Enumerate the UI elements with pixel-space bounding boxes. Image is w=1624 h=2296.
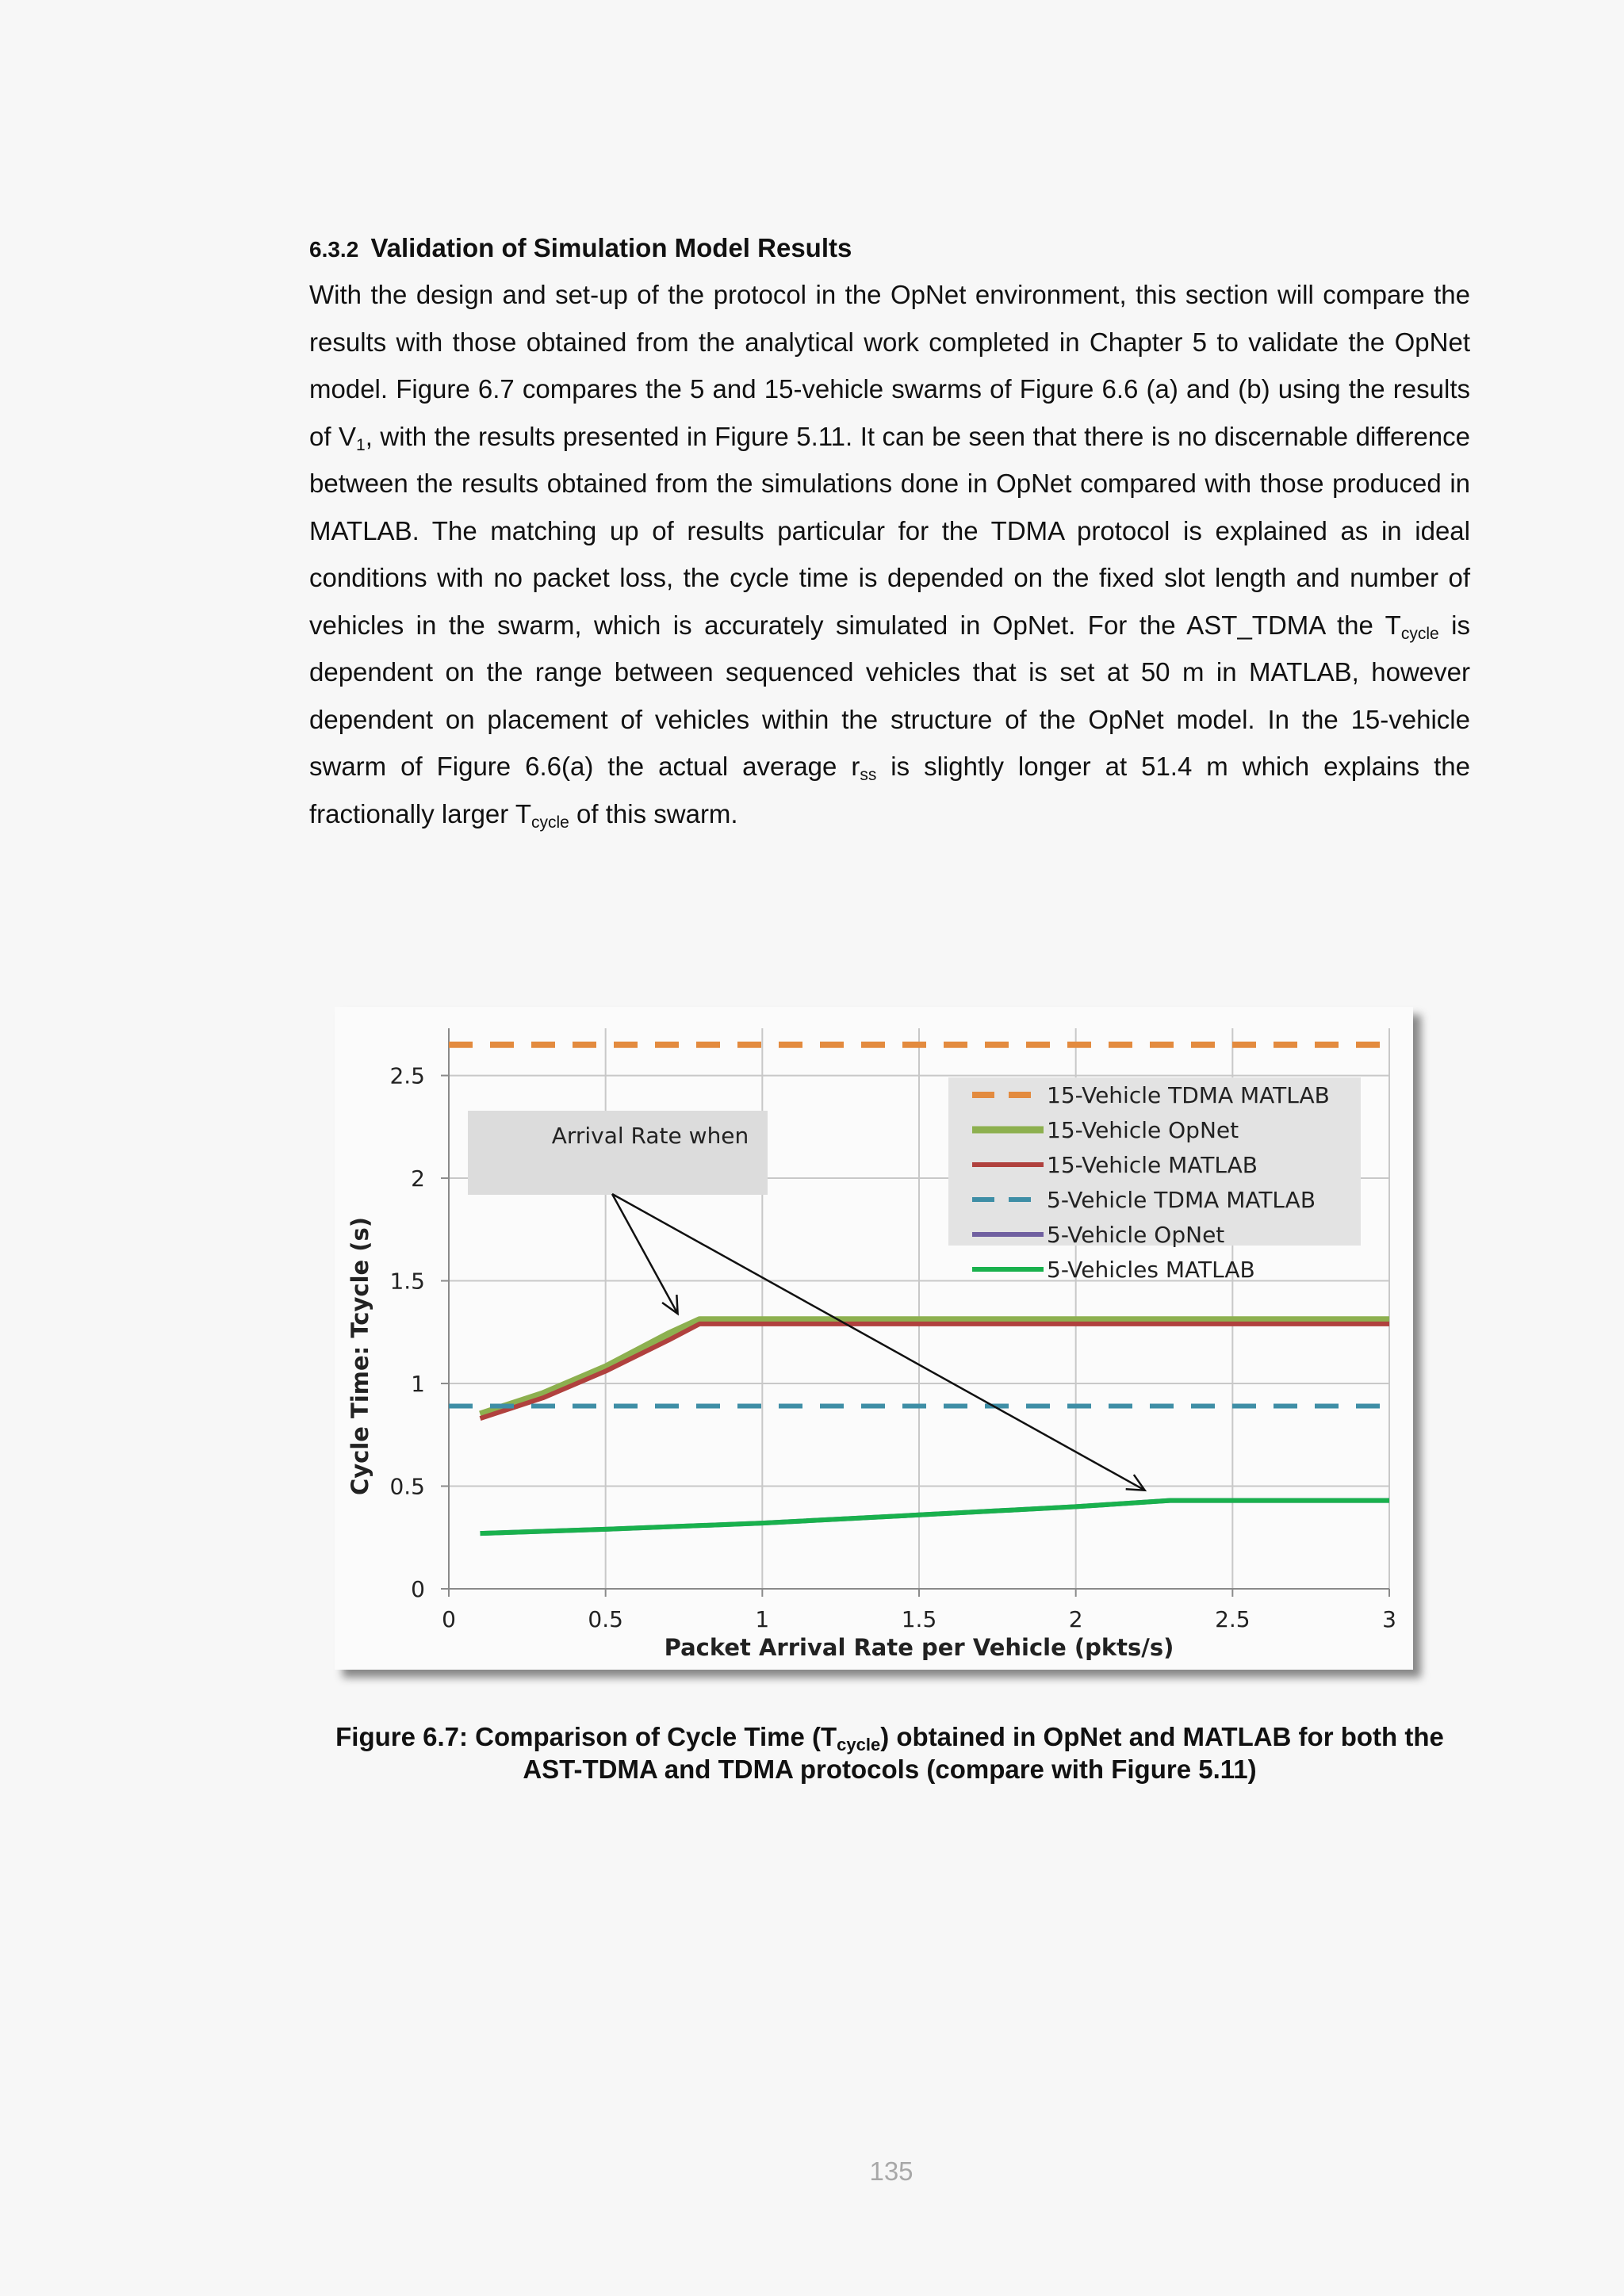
legend-label-1: 15-Vehicle OpNet — [1047, 1117, 1239, 1143]
x-tick-label: 1 — [755, 1606, 770, 1632]
x-tick-label: 3 — [1382, 1606, 1396, 1632]
paragraph-part-5: of this swarm. — [569, 798, 738, 828]
x-tick-label: 1.5 — [901, 1606, 937, 1632]
section-number: 6.3.2 — [309, 237, 359, 262]
page-number: 135 — [869, 2156, 914, 2186]
paragraph-part-4: is slightly longer at 51.4 m which explains the fractionally larger T — [309, 752, 1470, 828]
v-subscript: 1 — [356, 435, 366, 454]
y-tick-label: 1.5 — [389, 1268, 425, 1295]
x-tick-label: 2 — [1068, 1606, 1083, 1632]
paragraph-part-1: With the design and set-up of the protocol in the OpNet environment, this section will compare the results with those obtained from the analytical work completed in Chapter 5 to validate the OpNet model. Figure 6.7 compares the 5 and 15-vehicle swarms of Figure 6.6 (a) and (b) using the results of V — [309, 280, 1470, 451]
legend-label-3: 5-Vehicle TDMA MATLAB — [1047, 1187, 1316, 1213]
caption-subscript: cycle — [837, 1735, 881, 1755]
y-tick-label: 1 — [411, 1371, 425, 1398]
section-title: Validation of Simulation Model Results — [370, 233, 852, 262]
rss-subscript: ss — [860, 766, 877, 784]
section-heading — [309, 230, 1467, 268]
body-paragraph — [309, 271, 1470, 837]
legend-label-0: 15-Vehicle TDMA MATLAB — [1047, 1082, 1330, 1108]
y-tick-label: 2 — [411, 1165, 425, 1192]
x-tick-label: 0 — [442, 1606, 456, 1632]
legend-label-4: 5-Vehicle OpNet — [1047, 1222, 1225, 1248]
y-tick-label: 0 — [411, 1576, 425, 1602]
paragraph-part-2: , with the results presented in Figure 5.11. It can be seen that there is no discernable difference between the results obtained from the simulations done in OpNet compared with those produced in MATLAB. The matching up of results particular for the TDMA protocol is explained as in ideal conditions with no packet loss, the cycle time is depended on the fixed slot length and number of vehicles in the swarm, which is accurately simulated in OpNet. For the AST_TDMA the T — [309, 421, 1470, 640]
x-axis-label: Packet Arrival Rate per Vehicle (pkts/s) — [664, 1634, 1174, 1661]
tcycle-subscript: cycle — [531, 813, 569, 832]
paragraph-part-3: is dependent on the range between sequenced vehicles that is set at 50 m in MATLAB, however dependent on placement of vehicles within the structure of the OpNet model. In the 15-vehicle swarm of Figure 6.6(a) the actual average r — [309, 610, 1470, 781]
annotation-text: Arrival Rate when — [551, 1123, 749, 1149]
caption-prefix: Figure 6.7: Comparison of Cycle Time (T — [335, 1722, 837, 1751]
x-tick-label: 2.5 — [1215, 1606, 1251, 1632]
figure-caption — [309, 1720, 1470, 1785]
cycle-time-chart — [335, 1007, 1413, 1670]
caption-suffix: ) obtained in OpNet and MATLAB for both the AST-TDMA and TDMA protocols (compare with Figure 5.11) — [523, 1722, 1444, 1784]
tcycle-subscript: cycle — [1400, 624, 1439, 643]
y-tick-label: 0.5 — [389, 1473, 425, 1500]
y-tick-label: 2.5 — [389, 1062, 425, 1089]
chart-frame — [335, 1007, 1413, 1670]
legend-label-5: 5-Vehicles MATLAB — [1047, 1257, 1255, 1283]
y-axis-label: Cycle Time: Tcycle (s) — [347, 1216, 373, 1496]
legend-label-2: 15-Vehicle MATLAB — [1047, 1152, 1258, 1178]
x-tick-label: 0.5 — [588, 1606, 623, 1632]
